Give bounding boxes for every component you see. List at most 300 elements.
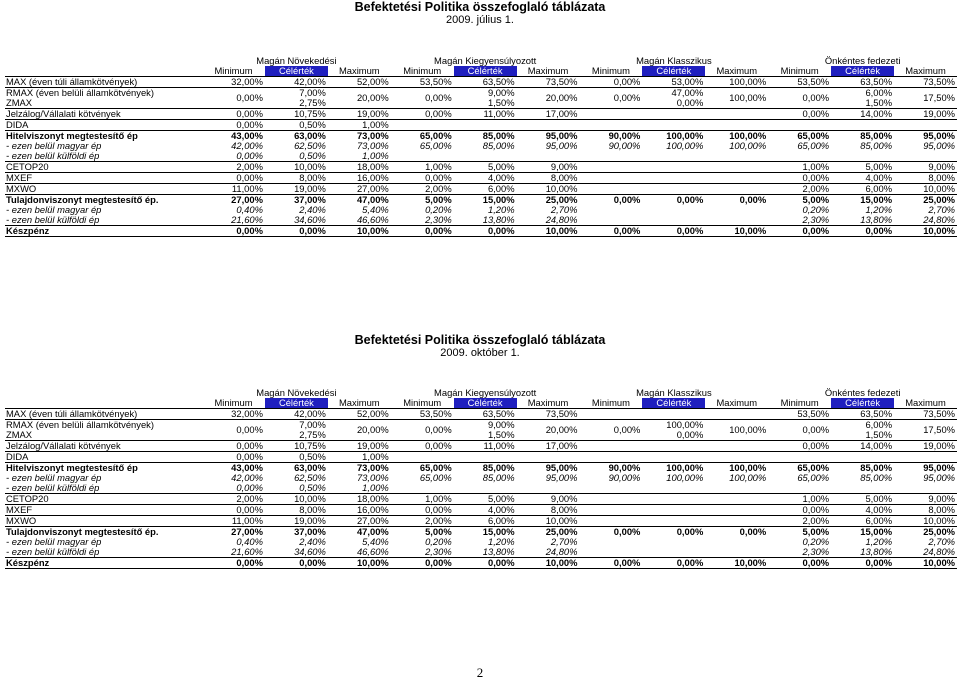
- value-cell: 53,50%: [768, 409, 831, 420]
- value-cell: 0,00%: [391, 505, 454, 516]
- value-cell: 95,00%: [894, 463, 957, 474]
- value-cell: 73,00%: [328, 463, 391, 474]
- value-cell: 0,00%: [642, 527, 705, 538]
- value-cell: 18,00%: [356, 493, 389, 504]
- table-row: [5, 131, 957, 142]
- value-cell: 11,00%: [202, 184, 265, 195]
- value-cell: [831, 120, 894, 131]
- subheader-minimum: Minimum: [403, 66, 442, 76]
- value-cell: 5,00%: [391, 527, 454, 538]
- table-row: [5, 463, 957, 474]
- value-cell: 0,00%: [391, 109, 454, 120]
- value-cell: 8,00%: [265, 505, 328, 516]
- subheader-maximum: Maximum: [527, 398, 569, 408]
- subheader-row: [5, 398, 957, 409]
- table-row: [5, 151, 957, 162]
- value-cell: [831, 452, 894, 463]
- value-cell: 25,00%: [517, 527, 580, 538]
- target-value: 0,00%: [676, 98, 704, 108]
- value-cell: 0,00%: [579, 77, 642, 88]
- value-cell: 13,80%: [482, 215, 515, 225]
- value-cell: 63,50%: [831, 77, 894, 88]
- value-cell: 95,00%: [545, 473, 578, 483]
- value-cell: 2,00%: [236, 161, 263, 172]
- value-cell: 73,00%: [356, 473, 389, 483]
- value-cell: 8,00%: [517, 505, 580, 516]
- value-cell: 0,50%: [265, 151, 328, 162]
- value-cell: 37,00%: [265, 527, 328, 538]
- value-cell: 65,00%: [768, 463, 831, 474]
- value-cell: [705, 162, 768, 173]
- value-cell: 2,00%: [768, 184, 831, 195]
- value-cell: 17,00%: [517, 441, 580, 452]
- value-cell: 25,00%: [894, 527, 957, 538]
- subheader-minimum: Minimum: [214, 398, 253, 408]
- value-cell: [705, 109, 768, 120]
- value-cell: 0,00%: [454, 226, 517, 237]
- target-value: 6,00%: [831, 420, 894, 431]
- row-label: ZMAX: [6, 98, 33, 108]
- table-row: [5, 527, 957, 538]
- value-cell: [642, 151, 705, 162]
- value-cell: 10,00%: [517, 516, 580, 527]
- corner-cell: [5, 56, 202, 66]
- value-cell: 2,70%: [550, 205, 578, 215]
- value-cell: 5,00%: [768, 527, 831, 538]
- value-cell: 85,00%: [831, 463, 894, 474]
- value-cell: 100,00%: [705, 463, 768, 474]
- value-cell: 0,50%: [265, 120, 328, 131]
- value-cell: 16,00%: [328, 173, 391, 184]
- target-value: 2,75%: [299, 98, 326, 108]
- value-cell: 65,00%: [419, 141, 452, 151]
- table-row: [5, 215, 957, 226]
- value-cell: 95,00%: [923, 141, 955, 151]
- value-cell: 0,00%: [202, 109, 265, 120]
- value-cell: [705, 547, 768, 558]
- merged-max-value: 100,00%: [705, 88, 768, 109]
- value-cell: [705, 537, 768, 547]
- table-row: [5, 505, 957, 516]
- value-cell: 2,70%: [928, 537, 955, 547]
- value-cell: 0,00%: [642, 558, 705, 569]
- value-cell: [579, 205, 642, 215]
- group-header: Magán Klasszikus: [636, 56, 712, 66]
- value-cell: [642, 547, 705, 558]
- group-header: Önkéntes fedezeti: [824, 388, 901, 398]
- block-date: 2009. október 1.: [440, 347, 520, 359]
- value-cell: 1,00%: [425, 161, 452, 172]
- value-cell: 85,00%: [454, 463, 517, 474]
- value-cell: [642, 162, 705, 173]
- value-cell: 0,00%: [391, 441, 454, 452]
- value-cell: [642, 205, 705, 215]
- value-cell: 21,60%: [231, 547, 263, 557]
- row-label: - ezen belül magyar ép: [6, 205, 102, 215]
- group-header: Önkéntes fedezeti: [824, 56, 901, 66]
- value-cell: [831, 483, 894, 494]
- value-cell: 100,00%: [705, 77, 768, 88]
- table-row: [5, 441, 957, 452]
- value-cell: 5,00%: [391, 195, 454, 206]
- value-cell: 0,00%: [768, 173, 831, 184]
- value-cell: 0,20%: [425, 205, 452, 215]
- value-cell: 42,00%: [265, 409, 328, 420]
- value-cell: 85,00%: [831, 131, 894, 142]
- value-cell: [642, 109, 705, 120]
- value-cell: 10,00%: [894, 558, 957, 569]
- table-row: [5, 483, 957, 494]
- value-cell: 73,50%: [517, 77, 580, 88]
- value-cell: 10,00%: [294, 493, 326, 504]
- value-cell: 5,00%: [487, 493, 515, 504]
- row-label: MXEF: [5, 173, 202, 184]
- value-cell: 10,75%: [265, 109, 328, 120]
- table-row: [5, 473, 957, 483]
- target-value: 100,00%: [642, 420, 705, 431]
- value-cell: 8,00%: [265, 173, 328, 184]
- row-label: DIDA: [5, 120, 202, 131]
- value-cell: 19,00%: [265, 184, 328, 195]
- subheader-target: Célérték: [265, 398, 328, 409]
- value-cell: 47,00%: [328, 195, 391, 206]
- value-cell: 34,60%: [294, 547, 326, 557]
- value-cell: 90,00%: [579, 463, 642, 474]
- row-label: Tulajdonviszonyt megtestesítő ép.: [5, 527, 202, 538]
- value-cell: 90,00%: [608, 473, 641, 483]
- merged-min-value: 0,00%: [579, 88, 642, 109]
- row-label: - ezen belül magyar ép: [6, 473, 102, 483]
- value-cell: 11,00%: [454, 109, 517, 120]
- value-cell: 2,00%: [391, 516, 454, 527]
- subheader-minimum: Minimum: [214, 66, 253, 76]
- value-cell: 63,50%: [454, 77, 517, 88]
- value-cell: 1,20%: [487, 205, 515, 215]
- value-cell: 63,00%: [265, 131, 328, 142]
- value-cell: 0,40%: [236, 205, 263, 215]
- row-label: ZMAX: [6, 430, 33, 440]
- value-cell: [894, 452, 957, 463]
- value-cell: [391, 120, 454, 131]
- value-cell: 100,00%: [642, 463, 705, 474]
- value-cell: 2,00%: [768, 516, 831, 527]
- value-cell: 1,20%: [865, 205, 893, 215]
- value-cell: 24,80%: [545, 547, 578, 557]
- value-cell: 11,00%: [202, 516, 265, 527]
- value-cell: [705, 205, 768, 215]
- value-cell: 15,00%: [454, 527, 517, 538]
- value-cell: 0,00%: [768, 505, 831, 516]
- group-header-row: [5, 388, 957, 398]
- value-cell: 1,00%: [802, 161, 830, 172]
- value-cell: 10,00%: [894, 516, 957, 527]
- corner-cell: [5, 66, 202, 77]
- value-cell: 4,00%: [454, 505, 517, 516]
- value-cell: 73,50%: [894, 409, 957, 420]
- value-cell: [579, 537, 642, 547]
- value-cell: 9,00%: [550, 161, 578, 172]
- value-cell: 21,60%: [231, 215, 263, 225]
- subheader-maximum: Maximum: [527, 66, 569, 76]
- target-value: 1,50%: [487, 98, 515, 108]
- merged-max-value: 20,00%: [328, 420, 391, 441]
- value-cell: 19,00%: [328, 441, 391, 452]
- value-cell: 6,00%: [831, 516, 894, 527]
- value-cell: [579, 441, 642, 452]
- target-value: 9,00%: [454, 88, 517, 99]
- value-cell: 19,00%: [894, 441, 957, 452]
- value-cell: 0,50%: [265, 483, 328, 494]
- value-cell: [579, 452, 642, 463]
- value-cell: 17,00%: [517, 109, 580, 120]
- table-row: [5, 205, 957, 215]
- group-header: Magán Kiegyensúlyozott: [434, 56, 537, 66]
- row-label: Készpénz: [5, 226, 202, 237]
- block-date: 2009. július 1.: [446, 14, 514, 26]
- value-cell: 10,00%: [517, 226, 580, 237]
- value-cell: [579, 215, 642, 226]
- value-cell: [579, 505, 642, 516]
- value-cell: [517, 452, 580, 463]
- value-cell: 0,00%: [265, 558, 328, 569]
- target-value: 6,00%: [831, 88, 894, 99]
- value-cell: 0,00%: [705, 527, 768, 538]
- table-row: [5, 120, 957, 131]
- corner-cell: [5, 388, 202, 398]
- value-cell: 9,00%: [928, 161, 955, 172]
- table-row: [5, 195, 957, 206]
- value-cell: 24,80%: [923, 215, 955, 225]
- value-cell: 0,00%: [202, 151, 265, 162]
- table-row: [5, 88, 957, 99]
- row-label: MAX (éven túli államkötvények): [5, 409, 202, 420]
- value-cell: [831, 151, 894, 162]
- value-cell: 14,00%: [831, 109, 894, 120]
- value-cell: 19,00%: [894, 109, 957, 120]
- value-cell: [642, 516, 705, 527]
- value-cell: 6,00%: [454, 516, 517, 527]
- value-cell: [705, 483, 768, 494]
- merged-max-value: 20,00%: [517, 420, 580, 441]
- value-cell: 65,00%: [797, 473, 830, 483]
- value-cell: 95,00%: [923, 473, 955, 483]
- table-row: [5, 77, 957, 88]
- subheader-minimum: Minimum: [591, 398, 630, 408]
- value-cell: 53,50%: [391, 77, 454, 88]
- value-cell: [705, 151, 768, 162]
- value-cell: 0,00%: [265, 226, 328, 237]
- subheader-target: Célérték: [831, 66, 894, 77]
- value-cell: [579, 184, 642, 195]
- table-row: [5, 547, 957, 558]
- value-cell: 2,40%: [299, 205, 326, 215]
- row-label: RMAX (éven belüli államkötvények): [5, 420, 202, 431]
- value-cell: 1,00%: [328, 483, 391, 494]
- table-row: [5, 109, 957, 120]
- value-cell: 0,00%: [202, 226, 265, 237]
- value-cell: [642, 505, 705, 516]
- target-value: 7,00%: [265, 420, 328, 431]
- value-cell: 10,00%: [517, 558, 580, 569]
- value-cell: 5,00%: [487, 161, 515, 172]
- target-value: 1,50%: [865, 98, 893, 108]
- value-cell: [579, 547, 642, 558]
- table-row: [5, 452, 957, 463]
- value-cell: 0,20%: [425, 537, 452, 547]
- value-cell: 10,00%: [328, 226, 391, 237]
- value-cell: [579, 162, 642, 173]
- value-cell: 24,80%: [923, 547, 955, 557]
- value-cell: [517, 151, 580, 162]
- value-cell: 0,00%: [705, 195, 768, 206]
- value-cell: 0,00%: [831, 558, 894, 569]
- row-label: Hitelviszonyt megtestesítő ép: [5, 463, 202, 474]
- value-cell: 100,00%: [666, 473, 704, 483]
- value-cell: [768, 120, 831, 131]
- value-cell: 1,00%: [802, 493, 830, 504]
- value-cell: 85,00%: [454, 131, 517, 142]
- value-cell: 0,00%: [642, 226, 705, 237]
- value-cell: 0,00%: [579, 226, 642, 237]
- value-cell: 53,50%: [768, 77, 831, 88]
- value-cell: 95,00%: [894, 131, 957, 142]
- value-cell: [642, 120, 705, 131]
- merged-min-value: 0,00%: [391, 420, 454, 441]
- value-cell: 0,00%: [579, 527, 642, 538]
- value-cell: 19,00%: [328, 109, 391, 120]
- target-value: 1,50%: [487, 430, 515, 440]
- table-row: [5, 184, 957, 195]
- value-cell: 100,00%: [729, 473, 767, 483]
- row-label: CETOP20: [6, 161, 49, 172]
- value-cell: 15,00%: [831, 195, 894, 206]
- value-cell: 100,00%: [729, 141, 767, 151]
- value-cell: [894, 151, 957, 162]
- value-cell: 0,00%: [391, 173, 454, 184]
- group-header-row: [5, 56, 957, 66]
- value-cell: [454, 483, 517, 494]
- subheader-maximum: Maximum: [338, 66, 380, 76]
- value-cell: [642, 452, 705, 463]
- value-cell: [705, 120, 768, 131]
- value-cell: 10,00%: [894, 184, 957, 195]
- merged-max-value: 17,50%: [894, 88, 957, 109]
- value-cell: 8,00%: [517, 173, 580, 184]
- value-cell: 10,00%: [894, 226, 957, 237]
- value-cell: [391, 483, 454, 494]
- value-cell: 0,00%: [768, 109, 831, 120]
- policy-table: [5, 56, 957, 237]
- table-row: [5, 420, 957, 431]
- value-cell: 100,00%: [705, 131, 768, 142]
- value-cell: 9,00%: [550, 493, 578, 504]
- value-cell: 14,00%: [831, 441, 894, 452]
- value-cell: 34,60%: [294, 215, 326, 225]
- row-label: Jelzálog/Vállalati kötvények: [5, 441, 202, 452]
- table-row: [5, 494, 957, 505]
- row-label: - ezen belül külföldi ép: [6, 215, 100, 225]
- subheader-maximum: Maximum: [905, 398, 946, 408]
- value-cell: 4,00%: [831, 173, 894, 184]
- value-cell: 15,00%: [831, 527, 894, 538]
- row-label: CETOP20: [6, 493, 49, 504]
- merged-max-value: 20,00%: [328, 88, 391, 109]
- group-header: Magán Kiegyensúlyozott: [434, 388, 537, 398]
- value-cell: 52,00%: [328, 409, 391, 420]
- value-cell: 27,00%: [202, 195, 265, 206]
- target-value: 47,00%: [642, 88, 705, 99]
- subheader-target: Célérték: [454, 398, 517, 409]
- table-row: [5, 173, 957, 184]
- target-value: 2,75%: [299, 430, 326, 440]
- value-cell: [579, 120, 642, 131]
- value-cell: 2,00%: [391, 184, 454, 195]
- value-cell: 18,00%: [356, 161, 389, 172]
- value-cell: 0,20%: [802, 537, 830, 547]
- value-cell: [642, 537, 705, 547]
- value-cell: 10,75%: [265, 441, 328, 452]
- value-cell: 2,30%: [425, 215, 452, 225]
- value-cell: [705, 184, 768, 195]
- value-cell: [391, 151, 454, 162]
- subheader-target: Célérték: [642, 66, 705, 77]
- value-cell: 1,20%: [487, 537, 515, 547]
- value-cell: 0,00%: [202, 505, 265, 516]
- value-cell: 0,00%: [768, 441, 831, 452]
- value-cell: [454, 452, 517, 463]
- value-cell: [705, 409, 768, 420]
- row-label: - ezen belül külföldi ép: [6, 547, 100, 557]
- value-cell: 73,00%: [356, 141, 389, 151]
- value-cell: 0,20%: [802, 205, 830, 215]
- value-cell: [517, 483, 580, 494]
- value-cell: 85,00%: [482, 473, 515, 483]
- value-cell: 13,80%: [860, 215, 893, 225]
- value-cell: [579, 516, 642, 527]
- row-label: Jelzálog/Vállalati kötvények: [5, 109, 202, 120]
- row-label: Hitelviszonyt megtestesítő ép: [5, 131, 202, 142]
- value-cell: 32,00%: [202, 409, 265, 420]
- table-row: [5, 162, 957, 173]
- value-cell: 5,00%: [865, 161, 893, 172]
- value-cell: 10,00%: [705, 558, 768, 569]
- value-cell: 25,00%: [517, 195, 580, 206]
- value-cell: [705, 441, 768, 452]
- value-cell: 2,70%: [550, 537, 578, 547]
- subheader-target: Célérték: [642, 398, 705, 409]
- value-cell: [579, 494, 642, 505]
- value-cell: 25,00%: [894, 195, 957, 206]
- group-header: Magán Klasszikus: [636, 388, 712, 398]
- value-cell: 1,20%: [865, 537, 893, 547]
- subheader-maximum: Maximum: [905, 66, 946, 76]
- merged-min-value: 0,00%: [202, 88, 265, 109]
- value-cell: 65,00%: [768, 131, 831, 142]
- table-row: [5, 516, 957, 527]
- page-number: 2: [476, 665, 484, 680]
- value-cell: [705, 505, 768, 516]
- value-cell: 95,00%: [517, 463, 580, 474]
- value-cell: [579, 151, 642, 162]
- block-title: Befektetési Politika összefoglaló táblázata: [354, 0, 606, 14]
- merged-min-value: 0,00%: [768, 88, 831, 109]
- value-cell: 27,00%: [328, 184, 391, 195]
- value-cell: 65,00%: [391, 131, 454, 142]
- value-cell: 2,30%: [802, 215, 830, 225]
- value-cell: 0,00%: [454, 558, 517, 569]
- merged-min-value: 0,00%: [202, 420, 265, 441]
- value-cell: 8,00%: [894, 173, 957, 184]
